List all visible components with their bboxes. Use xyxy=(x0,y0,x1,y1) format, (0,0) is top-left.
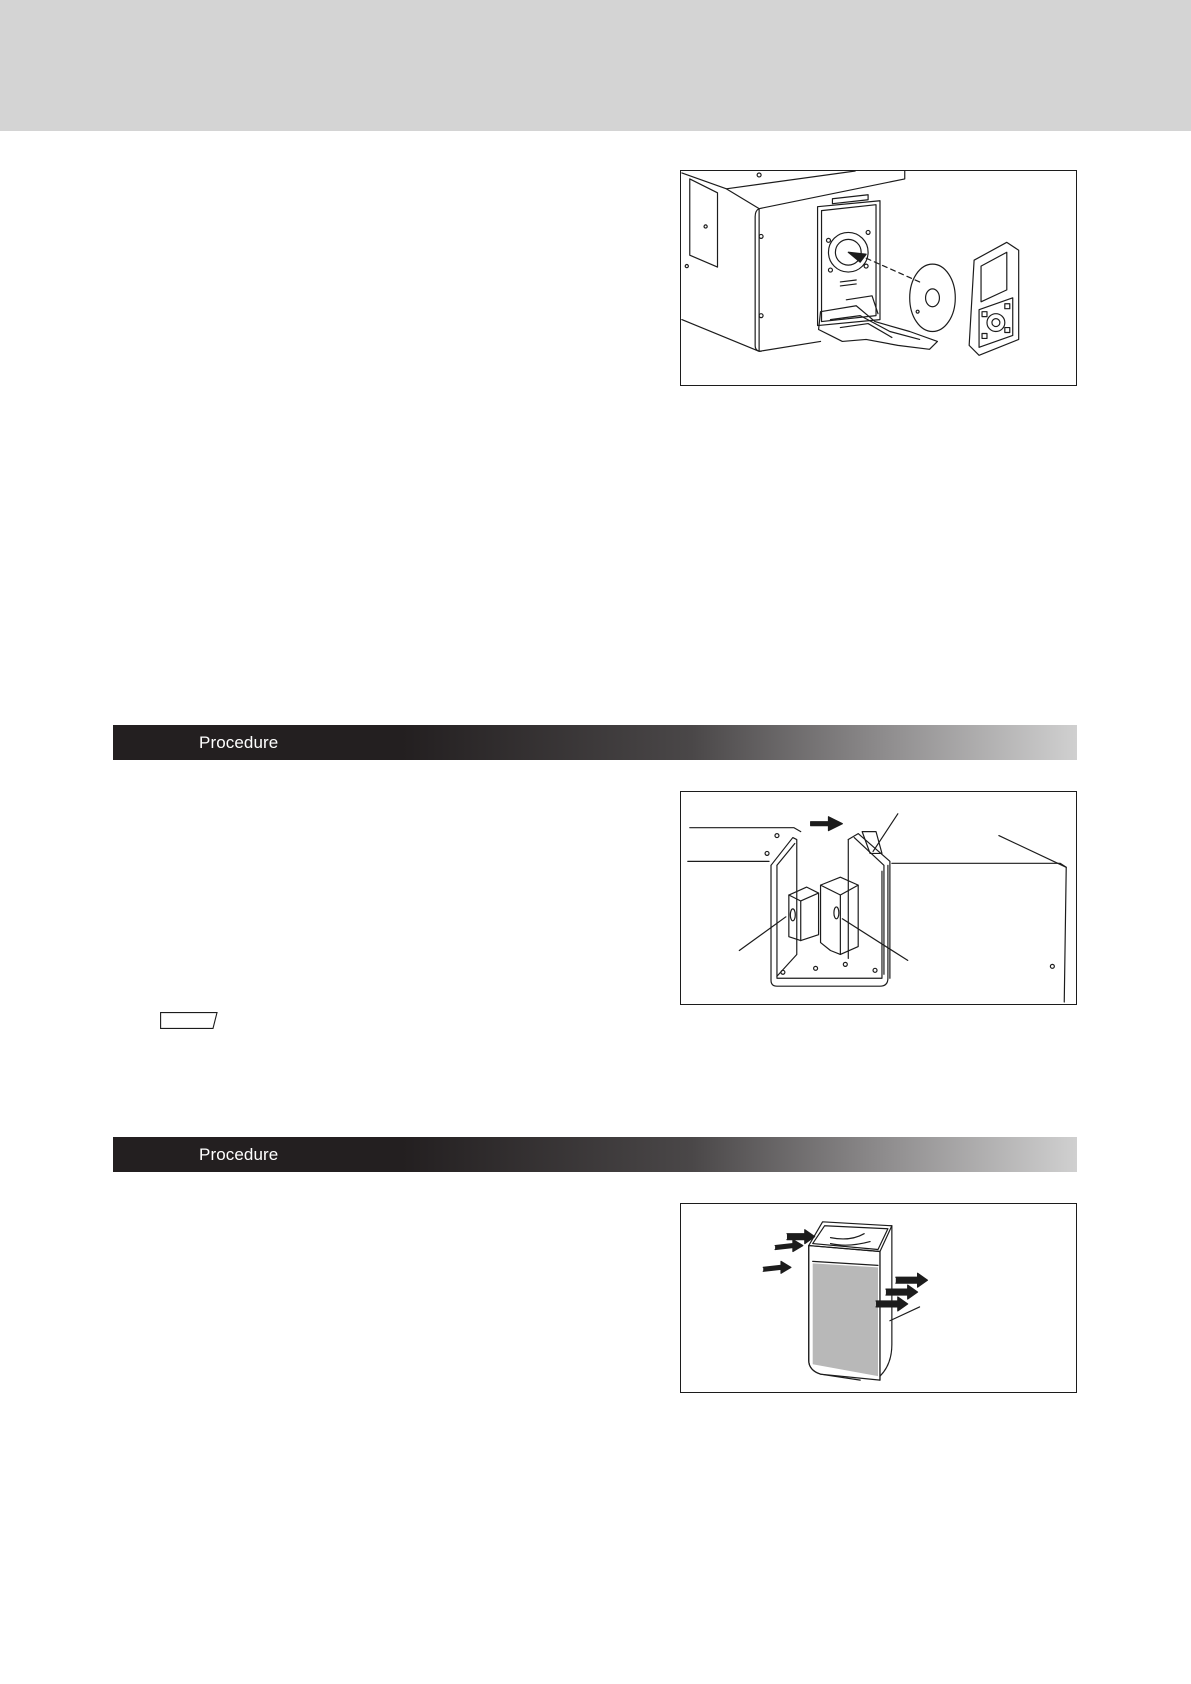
procedure-label-2: Procedure xyxy=(199,1145,279,1164)
note-tag xyxy=(160,1012,218,1029)
procedure-header-1 xyxy=(113,725,1077,760)
filter-holder-illustration xyxy=(681,171,1076,385)
page-header-band xyxy=(0,0,1191,131)
cell-light-path-illustration xyxy=(681,1204,1076,1392)
figure-sample-compartment xyxy=(680,791,1077,1005)
procedure-label-1: Procedure xyxy=(199,733,279,752)
sample-compartment-illustration xyxy=(681,792,1076,1004)
procedure-header-2 xyxy=(113,1137,1077,1172)
figure-cell-light-path xyxy=(680,1203,1077,1393)
figure-filter-holder xyxy=(680,170,1077,386)
